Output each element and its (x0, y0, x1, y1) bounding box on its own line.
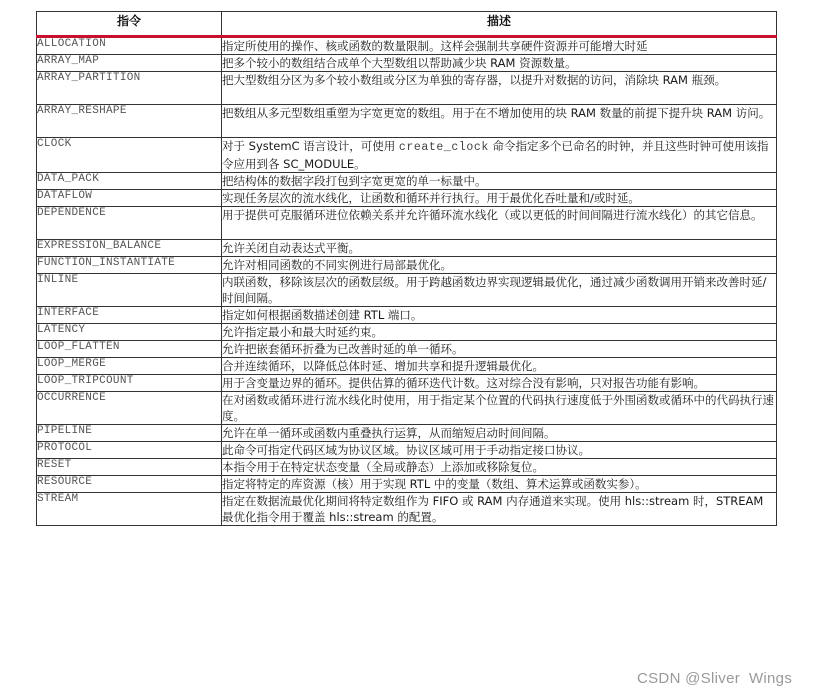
description-text: 命令指定多个已命名的时钟，并且这些时钟可使用该指令应用到各 SC_MODULE。 (222, 139, 769, 171)
directive-description: 合并连续循环，以降低总体时延、增加共享和提升逻辑最优化。 (222, 358, 777, 375)
table-row-expression-balance (37, 240, 777, 257)
directive-description: 把数组从多元型数组重塑为字宽更宽的数组。用于在不增加使用的块 RAM 数量的前提下提升块 RAM 访问。 (222, 105, 777, 138)
directive-name: ARRAY_RESHAPE (37, 105, 222, 138)
directive-description: 内联函数，移除该层次的函数层级。用于跨越函数边界实现逻辑最优化，通过减少函数调用开销来改善时延/时间间隔。 (222, 274, 777, 307)
directive-description: 指定如何根据函数描述创建 RTL 端口。 (222, 307, 777, 324)
directive-description: 指定在数据流最优化期间将特定数组作为 FIFO 或 RAM 内存通道来实现。使用 hls::stream 时，STREAM 最优化指令用于覆盖 hls::stream 的配置。 (222, 493, 777, 526)
table-body (37, 37, 777, 526)
table-row-inline (37, 274, 777, 307)
table-row-stream (37, 493, 777, 526)
table-row-loop-flatten (37, 341, 777, 358)
directive-name: ARRAY_MAP (37, 55, 222, 72)
directive-description: 此命令可指定代码区域为协议区域。协议区域可用于手动指定接口协议。 (222, 442, 777, 459)
directive-name: PIPELINE (37, 425, 222, 442)
directive-description: 允许把嵌套循环折叠为已改善时延的单一循环。 (222, 341, 777, 358)
table-row-loop-tripcount (37, 375, 777, 392)
table-row-data-pack (37, 173, 777, 190)
directive-name: ALLOCATION (37, 37, 222, 55)
directives-table (36, 11, 777, 526)
directive-description: 允许指定最小和最大时延约束。 (222, 324, 777, 341)
table-row-array-reshape (37, 105, 777, 138)
directive-name: LATENCY (37, 324, 222, 341)
directive-name: DATA_PACK (37, 173, 222, 190)
table-row-latency (37, 324, 777, 341)
header-description: 描述 (222, 12, 777, 37)
directive-description: 允许在单一循环或函数内重叠执行运算，从而缩短启动时间间隔。 (222, 425, 777, 442)
directive-name: EXPRESSION_BALANCE (37, 240, 222, 257)
directive-description: 本指令用于在特定状态变量（全局或静态）上添加或移除复位。 (222, 459, 777, 476)
table-row-allocation (37, 37, 777, 55)
directive-name: ARRAY_PARTITION (37, 72, 222, 105)
table-row-protocol (37, 442, 777, 459)
inline-code: create_clock (398, 141, 489, 154)
description-text: 对于 SystemC 语言设计，可使用 (222, 139, 399, 153)
directive-description: 用于提供可克服循环进位依赖关系并允许循环流水线化（或以更低的时间间隔进行流水线化）的其它信息。 (222, 207, 777, 240)
directive-description: 在对函数或循环进行流水线化时使用，用于指定某个位置的代码执行速度低于外围函数或循环中的代码执行速度。 (222, 392, 777, 425)
directive-description: 指定将特定的库资源（核）用于实现 RTL 中的变量（数组、算术运算或函数实参）。 (222, 476, 777, 493)
table-row-loop-merge (37, 358, 777, 375)
directive-name: OCCURRENCE (37, 392, 222, 425)
header-directive: 指令 (37, 12, 222, 37)
directive-description: 把大型数组分区为多个较小数组或分区为单独的寄存器，以提升对数据的访问，消除块 RAM 瓶颈。 (222, 72, 777, 105)
table-row-clock (37, 138, 777, 173)
directive-description: 允许关闭自动表达式平衡。 (222, 240, 777, 257)
directive-name: LOOP_TRIPCOUNT (37, 375, 222, 392)
table-header-row (37, 12, 777, 37)
directive-description: 指定所使用的操作、核或函数的数量限制。这样会强制共享硬件资源并可能增大时延 (222, 37, 777, 55)
directive-name: FUNCTION_INSTANTIATE (37, 257, 222, 274)
directive-name: LOOP_MERGE (37, 358, 222, 375)
directive-name: PROTOCOL (37, 442, 222, 459)
directive-description: 用于含变量边界的循环。提供估算的循环迭代计数。这对综合没有影响，只对报告功能有影响。 (222, 375, 777, 392)
directive-name: RESOURCE (37, 476, 222, 493)
directive-description: 把结构体的数据字段打包到字宽更宽的单一标量中。 (222, 173, 777, 190)
directive-name: RESET (37, 459, 222, 476)
table-row-reset (37, 459, 777, 476)
table-row-pipeline (37, 425, 777, 442)
directive-name: INTERFACE (37, 307, 222, 324)
directive-name: DATAFLOW (37, 190, 222, 207)
directive-description (222, 138, 777, 173)
directive-description: 把多个较小的数组结合成单个大型数组以帮助减少块 RAM 资源数量。 (222, 55, 777, 72)
directive-name: CLOCK (37, 138, 222, 173)
table-row-array-map (37, 55, 777, 72)
directive-description: 允许对相同函数的不同实例进行局部最优化。 (222, 257, 777, 274)
table-row-dataflow (37, 190, 777, 207)
table-row-function-instantiate (37, 257, 777, 274)
directive-description: 实现任务层次的流水线化，让函数和循环并行执行。用于最优化吞吐量和/或时延。 (222, 190, 777, 207)
directive-name: LOOP_FLATTEN (37, 341, 222, 358)
table-row-occurrence (37, 392, 777, 425)
table-row-interface (37, 307, 777, 324)
directive-name: STREAM (37, 493, 222, 526)
directive-name: DEPENDENCE (37, 207, 222, 240)
directive-name: INLINE (37, 274, 222, 307)
table-row-array-partition (37, 72, 777, 105)
table-row-dependence (37, 207, 777, 240)
table-row-resource (37, 476, 777, 493)
directives-table-container (36, 11, 776, 526)
watermark: CSDN @Sliver Wings (637, 670, 793, 687)
